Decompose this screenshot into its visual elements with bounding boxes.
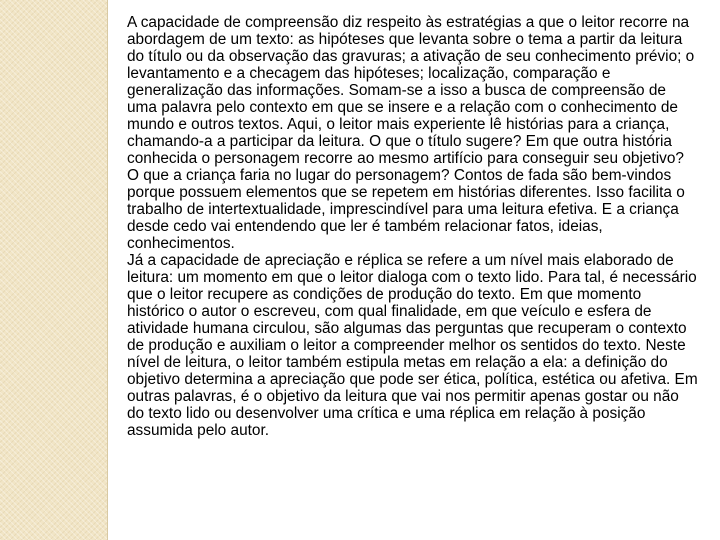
side-divider <box>107 0 108 540</box>
paragraph-apreciacao-replica: Já a capacidade de apreciação e réplica se refere a um nível mais elaborado de leitura: um momento em que o leitor dialoga com o texto lido. Para tal, é necessário que o leitor recupere as condições de produção do texto. Em que momento histórico o autor o escreveu, com qual finalidade, em que veículo e esfera de atividade humana circulou, são algumas das perguntas que recuperam o contexto de produção e auxiliam o leitor a compreender melhor os sentidos do texto. Neste nível de leitura, o leitor também estipula metas em relação a ela: a definição do objetivo determina a apreciação que pode ser ética, política, estética ou afetiva. Em outras palavras, é o objetivo da leitura que vai nos permitir apenas gostar ou não do texto lido ou desenvolver uma crítica e uma réplica em relação à posição assumida pelo autor. <box>127 252 698 439</box>
paragraph-compreensao: A capacidade de compreensão diz respeito às estratégias a que o leitor recorre na abordagem de um texto: as hipóteses que levanta sobre o tema a partir da leitura do título ou da observação das gravuras; a ativação de seu conhecimento prévio; o levantamento e a checagem das hipóteses; localização, comparação e generalização das informações. Somam-se a isso a busca de compreensão de uma palavra pelo contexto em que se insere e a relação com o conhecimento de mundo e outros textos. Aqui, o leitor mais experiente lê histórias para a criança, chamando-a a participar da leitura. O que o título sugere? Em que outra história conhecida o personagem recorre ao mesmo artifício para conseguir seu objetivo? O que a criança faria no lugar do personagem? Contos de fada são bem-vindos porque possuem elementos que se repetem em histórias diferentes. Isso facilita o trabalho de intertextualidade, imprescindível para uma leitura efetiva. E a criança desde cedo vai entendendo que ler é também relacionar fatos, ideias, conhecimentos. <box>127 14 695 252</box>
slide-text-body <box>127 14 699 439</box>
decorative-side-strip <box>0 0 107 540</box>
